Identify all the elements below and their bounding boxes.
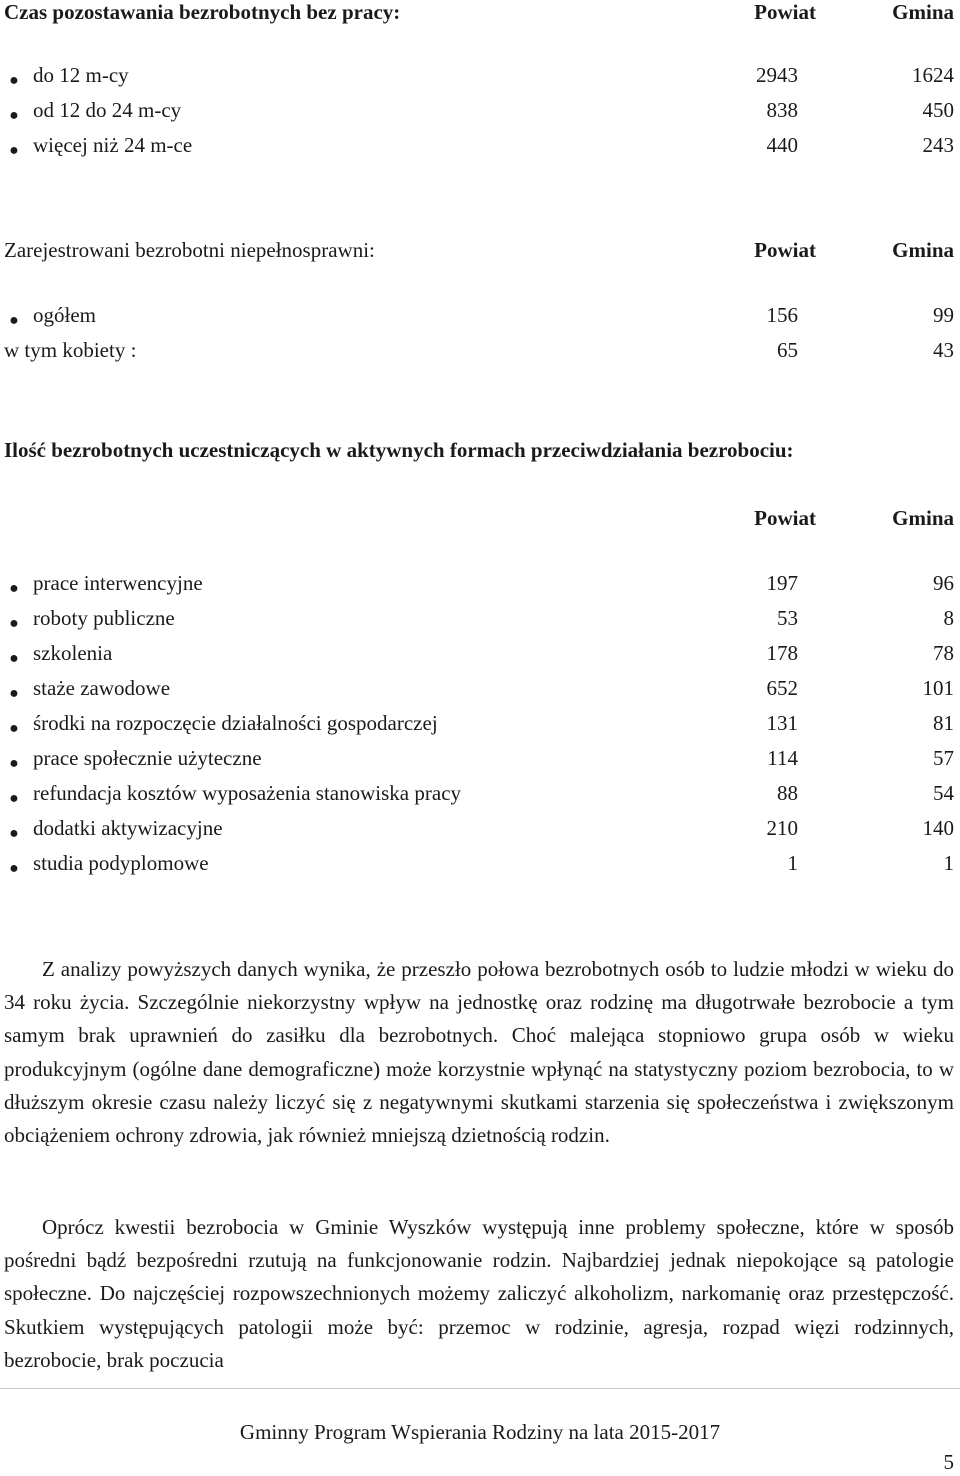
list-item: [4, 676, 954, 711]
row-gmina-value: 81: [933, 711, 954, 735]
row-label: staże zawodowe: [33, 676, 171, 700]
row-label: studia podyplomowe: [33, 851, 209, 875]
row-label: od 12 do 24 m-cy: [33, 98, 182, 122]
bullet-icon: ●: [9, 685, 19, 702]
section3-title: Ilość bezrobotnych uczestniczących w aktywnych formach przeciwdziałania bezrobociu:: [4, 438, 794, 462]
section3-header: [4, 438, 954, 468]
row-label: środki na rozpoczęcie działalności gospodarczej: [33, 711, 438, 735]
bullet-icon: ●: [9, 825, 19, 842]
list-item: [4, 338, 954, 373]
bullet-icon: ●: [9, 720, 19, 737]
body-paragraph: Z analizy powyższych danych wynika, że przeszło połowa bezrobotnych osób to ludzie młodzi w wieku do 34 roku życia. Szczególnie niekorzystny wpływ na jednostkę oraz rodzinę ma długotrwałe bezrobocie a tym samym brak uprawnień do zasiłku dla bezrobotnych. Choć malejąca stopniowo grupa osób w wieku produkcyjnym (ogólne dane demograficzne) może korzystnie wpłynąć na statystyczny poziom bezrobocia, to w dłuższym okresie czasu należy liczyć się z negatywnymi skutkami starzenia się społeczeństwa i zwiększonym obciążeniem ochrony zdrowia, jak również mniejszą dzietnością rodzin.: [4, 957, 954, 1148]
list-item: [4, 816, 954, 851]
row-gmina-value: 450: [922, 98, 954, 122]
section1-header: [4, 0, 954, 30]
row-label: prace społecznie użyteczne: [33, 746, 262, 770]
row-gmina-value: 96: [933, 571, 954, 595]
bullet-icon: ●: [9, 755, 19, 772]
body-paragraph: Oprócz kwestii bezrobocia w Gminie Wyszków występują inne problemy społeczne, które w sposób pośredni bądź bezpośredni rzutują na funkcjonowanie rodzin. Najbardziej jednak niepokojące są patologie społeczne. Do najczęściej rozpowszechnionych możemy zaliczyć alkoholizm, narkomanię oraz przestępczość. Skutkiem występujących patologii może być: przemoc w rodzinie, agresja, rozpad więzi rodzinnych, bezrobocie, brak poczucia: [4, 1215, 954, 1372]
list-item: [4, 711, 954, 746]
row-powiat-value: 210: [766, 816, 798, 840]
bullet-icon: ●: [9, 580, 19, 597]
row-gmina-value: 78: [933, 641, 954, 665]
row-label: w tym kobiety :: [4, 338, 137, 362]
bullet-icon: ●: [9, 650, 19, 667]
bullet-icon: ●: [9, 860, 19, 877]
row-powiat-value: 156: [766, 303, 798, 327]
section2-col-gmina: Gmina: [892, 238, 954, 262]
list-item: [4, 746, 954, 781]
bullet-icon: ●: [9, 142, 19, 159]
row-powiat-value: 197: [766, 571, 798, 595]
section3-col-gmina: Gmina: [892, 506, 954, 530]
section1-col-gmina: Gmina: [892, 0, 954, 24]
row-gmina-value: 8: [943, 606, 954, 630]
row-label: dodatki aktywizacyjne: [33, 816, 223, 840]
section2-col-powiat: Powiat: [754, 238, 816, 262]
row-label: ogółem: [33, 303, 96, 327]
section3-column-header: [4, 506, 954, 536]
row-label: roboty publiczne: [33, 606, 175, 630]
page-number: 5: [943, 1450, 954, 1474]
bullet-icon: ●: [9, 312, 19, 329]
row-powiat-value: 178: [766, 641, 798, 665]
row-powiat-value: 2943: [756, 63, 798, 87]
list-item: [4, 98, 954, 133]
footer-text: Gminny Program Wspierania Rodziny na lata 2015-2017: [239, 1420, 721, 1444]
row-gmina-value: 57: [933, 746, 954, 770]
list-item: [4, 63, 954, 98]
row-powiat-value: 652: [766, 676, 798, 700]
row-powiat-value: 1: [787, 851, 798, 875]
row-label: szkolenia: [33, 641, 113, 665]
row-label: refundacja kosztów wyposażenia stanowiska pracy: [33, 781, 462, 805]
row-gmina-value: 43: [933, 338, 954, 362]
list-item: [4, 133, 954, 168]
row-powiat-value: 88: [777, 781, 798, 805]
row-gmina-value: 54: [933, 781, 954, 805]
section2-list: [4, 303, 954, 373]
row-powiat-value: 53: [777, 606, 798, 630]
bullet-icon: ●: [9, 72, 19, 89]
row-powiat-value: 65: [777, 338, 798, 362]
section1-title: Czas pozostawania bezrobotnych bez pracy:: [4, 0, 401, 24]
section1-list: [4, 63, 954, 168]
list-item: [4, 641, 954, 676]
row-gmina-value: 243: [922, 133, 954, 157]
list-item: [4, 303, 954, 338]
row-gmina-value: 1624: [912, 63, 954, 87]
row-powiat-value: 131: [766, 711, 798, 735]
list-item: [4, 606, 954, 641]
list-item: [4, 781, 954, 816]
row-label: do 12 m-cy: [33, 63, 129, 87]
section1-col-powiat: Powiat: [754, 0, 816, 24]
row-gmina-value: 1: [943, 851, 954, 875]
row-gmina-value: 140: [922, 816, 954, 840]
list-item: [4, 851, 954, 886]
row-powiat-value: 440: [766, 133, 798, 157]
row-gmina-value: 99: [933, 303, 954, 327]
row-label: prace interwencyjne: [33, 571, 203, 595]
row-label: więcej niż 24 m-ce: [33, 133, 193, 157]
footer-divider: [0, 1388, 960, 1389]
row-gmina-value: 101: [922, 676, 954, 700]
section3-list: [4, 571, 954, 886]
row-powiat-value: 838: [766, 98, 798, 122]
section2-title: Zarejestrowani bezrobotni niepełnosprawni:: [4, 238, 375, 262]
section2-header: [4, 238, 954, 268]
section3-col-powiat: Powiat: [754, 506, 816, 530]
bullet-icon: ●: [9, 790, 19, 807]
bullet-icon: ●: [9, 107, 19, 124]
row-powiat-value: 114: [767, 746, 798, 770]
list-item: [4, 571, 954, 606]
bullet-icon: ●: [9, 615, 19, 632]
